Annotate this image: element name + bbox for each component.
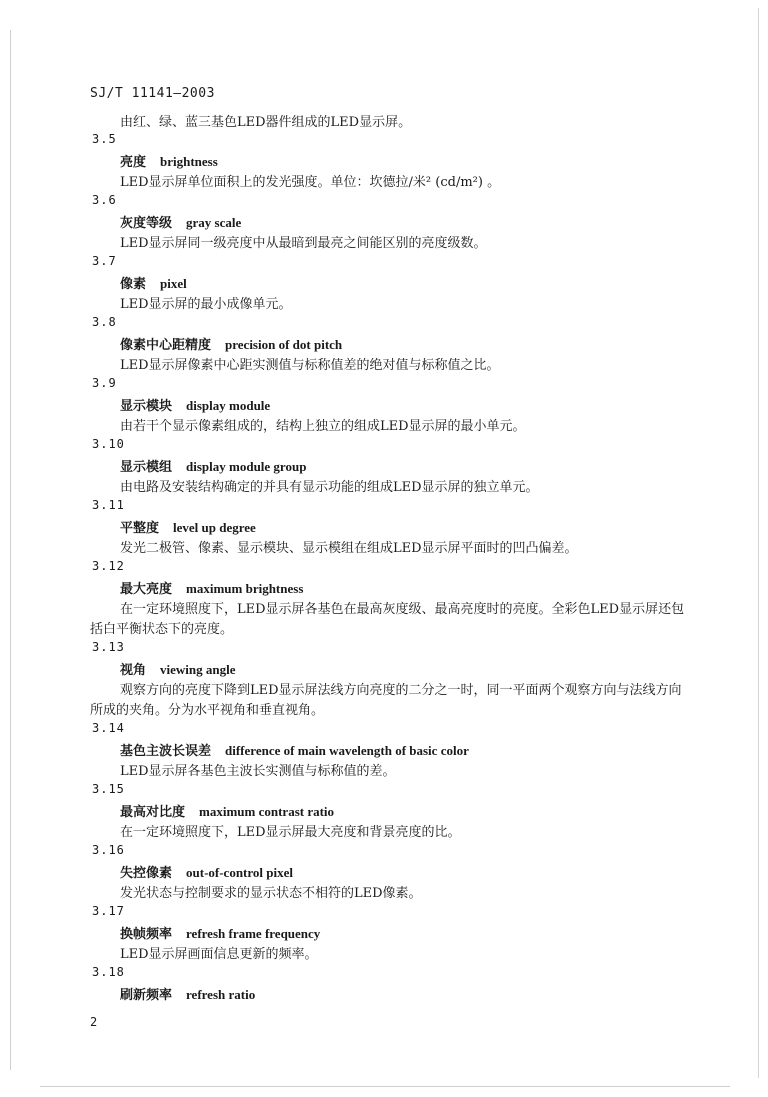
entry-term — [120, 923, 320, 942]
entry-number: 3.8 — [92, 315, 117, 329]
entry-term — [120, 517, 256, 536]
term-english: maximum brightness — [186, 581, 304, 596]
term-english: viewing angle — [160, 662, 236, 677]
term-english: maximum contrast ratio — [199, 804, 335, 819]
entry-definition: 由若干个显示像素组成的，结构上独立的组成LED显示屏的最小单元。 — [120, 419, 526, 434]
entry-term — [120, 334, 342, 353]
entry-term — [120, 273, 187, 292]
entry-definition: 由电路及安装结构确定的并具有显示功能的组成LED显示屏的独立单元。 — [120, 480, 539, 495]
entry-definition: LED显示屏像素中心距实测值与标称值差的绝对值与标称值之比。 — [120, 358, 500, 373]
entry-number: 3.12 — [92, 559, 125, 573]
term-english: level up degree — [173, 520, 256, 535]
entry-number: 3.15 — [92, 782, 125, 796]
term-chinese: 最高对比度 — [120, 805, 186, 820]
entry-term — [120, 801, 334, 820]
entry-definition-continued: 所成的夹角。分为水平视角和垂直视角。 — [90, 703, 325, 718]
entry-definition: LED显示屏单位面积上的发光强度。单位：坎德拉/米² (cd/m²) 。 — [120, 175, 501, 190]
page-number: 2 — [90, 1015, 98, 1029]
entry-number: 3.6 — [92, 193, 117, 207]
term-chinese: 像素 — [120, 277, 147, 292]
entry-definition: 在一定环境照度下，LED显示屏最大亮度和背景亮度的比。 — [120, 825, 461, 840]
term-chinese: 最大亮度 — [120, 582, 173, 597]
term-chinese: 失控像素 — [120, 866, 173, 881]
term-english: display module — [186, 398, 271, 413]
entry-definition: 观察方向的亮度下降到LED显示屏法线方向亮度的二分之一时，同一平面两个观察方向与法线方向 — [120, 683, 682, 698]
entry-definition: 发光二极管、像素、显示模块、显示模组在组成LED显示屏平面时的凹凸偏差。 — [120, 541, 578, 556]
entry-definition: LED显示屏同一级亮度中从最暗到最亮之间能区别的亮度级数。 — [120, 236, 487, 251]
scan-edge-left — [10, 30, 11, 1070]
term-chinese: 平整度 — [120, 521, 160, 536]
entry-number: 3.10 — [92, 437, 125, 451]
entry-number: 3.14 — [92, 721, 125, 735]
entry-definition: 在一定环境照度下，LED显示屏各基色在最高灰度级、最高亮度时的亮度。全彩色LED显示屏还包 — [120, 602, 685, 617]
entry-definition-continued: 括白平衡状态下的亮度。 — [90, 622, 234, 637]
scan-edge-right — [758, 8, 759, 1078]
standard-header: SJ/T 11141—2003 — [90, 86, 215, 101]
term-chinese: 灰度等级 — [120, 216, 173, 231]
entry-definition: LED显示屏画面信息更新的频率。 — [120, 947, 318, 962]
term-english: refresh ratio — [186, 987, 256, 1002]
term-english: gray scale — [186, 215, 242, 230]
term-english: display module group — [186, 459, 307, 474]
term-chinese: 基色主波长误差 — [120, 744, 212, 759]
entry-term — [120, 578, 303, 597]
scan-edge-bottom — [40, 1086, 730, 1087]
term-chinese: 显示模组 — [120, 460, 173, 475]
entry-number: 3.17 — [92, 904, 125, 918]
term-english: out-of-control pixel — [186, 865, 294, 880]
term-english: brightness — [160, 154, 218, 169]
term-chinese: 像素中心距精度 — [120, 338, 212, 353]
term-english: refresh frame frequency — [186, 926, 321, 941]
entry-term — [120, 151, 218, 170]
term-english: difference of main wavelength of basic color — [225, 743, 469, 758]
entry-number: 3.16 — [92, 843, 125, 857]
entry-number: 3.7 — [92, 254, 117, 268]
entry-term — [120, 659, 236, 678]
entry-term — [120, 862, 293, 881]
term-english: precision of dot pitch — [225, 337, 343, 352]
term-chinese: 亮度 — [120, 155, 147, 170]
term-chinese: 视角 — [120, 663, 147, 678]
term-chinese: 显示模块 — [120, 399, 173, 414]
term-english: pixel — [160, 276, 187, 291]
term-chinese: 换帧频率 — [120, 927, 173, 942]
entry-number: 3.18 — [92, 965, 125, 979]
entry-number: 3.5 — [92, 132, 117, 146]
intro-line: 由红、绿、蓝三基色LED器件组成的LED显示屏。 — [120, 115, 412, 130]
term-chinese: 刷新频率 — [120, 988, 173, 1003]
entry-number: 3.13 — [92, 640, 125, 654]
entry-definition: LED显示屏的最小成像单元。 — [120, 297, 292, 312]
entry-term — [120, 456, 306, 475]
entry-term — [120, 212, 241, 231]
entry-number: 3.9 — [92, 376, 117, 390]
entry-term — [120, 984, 255, 1003]
entry-term — [120, 740, 469, 759]
entry-term — [120, 395, 270, 414]
entry-number: 3.11 — [92, 498, 125, 512]
entry-definition: LED显示屏各基色主波长实测值与标称值的差。 — [120, 764, 396, 779]
entry-definition: 发光状态与控制要求的显示状态不相符的LED像素。 — [120, 886, 422, 901]
